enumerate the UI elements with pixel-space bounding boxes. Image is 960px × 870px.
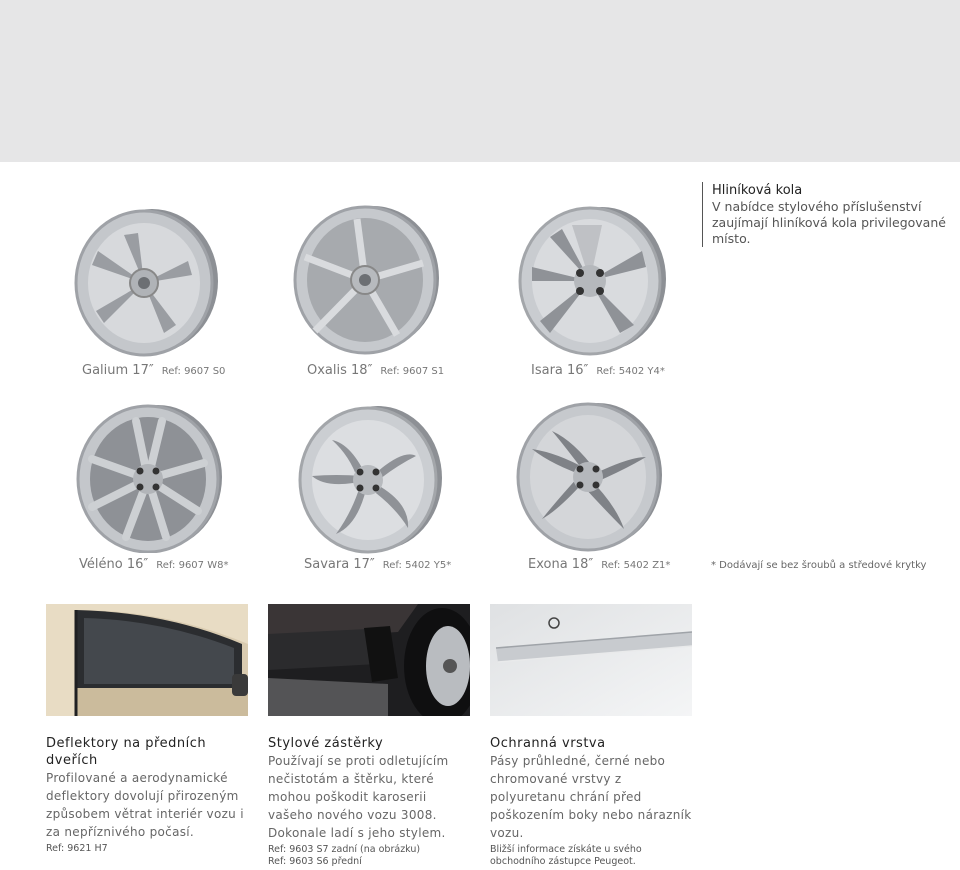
wheel-savara-image bbox=[292, 404, 452, 554]
intro-body: V nabídce stylového příslušenství zaujímají hliníková kola privilegované místo. bbox=[712, 199, 946, 246]
footnote: * Dodávají se bez šroubů a středové krytky bbox=[711, 560, 927, 571]
intro-title: Hliníková kola bbox=[712, 183, 803, 198]
wheel-caption-exona bbox=[528, 557, 670, 572]
wheel-isara-image bbox=[510, 205, 672, 357]
wheel-galium-image bbox=[64, 207, 224, 357]
accessory-title: Ochranná vrstva bbox=[490, 736, 606, 751]
wheel-caption-savara bbox=[304, 557, 451, 572]
wheel-ref: Ref: 5402 Y4* bbox=[596, 366, 665, 377]
wheel-caption-veleno bbox=[79, 557, 228, 572]
accessory-body: Profilované a aerodynamické deflektory dovolují přirozeným způsobem větrat interiér vozu i za nepříznivého počasí. bbox=[46, 771, 244, 839]
wheel-name: Galium 17″ bbox=[82, 363, 154, 378]
accessory-body: Používají se proti odletujícím nečistotám a štěrku, které mohou poškodit karoserii vašeho nového vozu 3008. Dokonale ladí s jeho stylem. bbox=[268, 754, 449, 840]
accessory-ref-2: Ref: 9603 S6 přední bbox=[268, 856, 362, 867]
mudflap-photo bbox=[268, 604, 470, 716]
accessory-ref: Bližší informace získáte u svého obchodního zástupce Peugeot. bbox=[490, 844, 642, 867]
accessory-mudflaps bbox=[268, 735, 473, 868]
wheel-veleno-image bbox=[70, 403, 230, 553]
accessory-body: Pásy průhledné, černé nebo chromované vrstvy z polyuretanu chrání před poškozením boky nebo nárazník vozu. bbox=[490, 754, 692, 840]
wheel-ref: Ref: 9607 W8* bbox=[156, 560, 229, 571]
wheel-ref: Ref: 9607 S0 bbox=[161, 366, 226, 377]
accessory-title: Deflektory na předních dveřích bbox=[46, 736, 207, 768]
wheel-exona-image bbox=[508, 401, 668, 553]
intro-block bbox=[702, 182, 952, 247]
wheel-ref: Ref: 5402 Y5* bbox=[382, 560, 452, 571]
wheel-name: Véléno 16″ bbox=[79, 557, 149, 572]
wheel-ref: Ref: 5402 Z1* bbox=[601, 560, 671, 571]
accessory-ref: Ref: 9621 H7 bbox=[46, 843, 108, 854]
accessory-title: Stylové zástěrky bbox=[268, 736, 384, 751]
accessory-deflectors bbox=[46, 735, 251, 855]
accessory-protective-film bbox=[490, 735, 695, 868]
wheel-ref: Ref: 9607 S1 bbox=[380, 366, 445, 377]
wheel-caption-isara bbox=[531, 363, 665, 378]
accessory-ref: Ref: 9603 S7 zadní (na obrázku) bbox=[268, 844, 421, 855]
wheel-name: Oxalis 18″ bbox=[307, 363, 373, 378]
wheel-name: Exona 18″ bbox=[528, 557, 594, 572]
door-deflector-photo bbox=[46, 604, 248, 716]
wheel-caption-oxalis bbox=[307, 363, 444, 378]
wheel-oxalis-image bbox=[285, 203, 445, 355]
wheel-caption-galium bbox=[82, 363, 225, 378]
top-banner bbox=[0, 0, 960, 162]
protective-film-photo bbox=[490, 604, 692, 716]
wheel-name: Savara 17″ bbox=[304, 557, 375, 572]
wheel-name: Isara 16″ bbox=[531, 363, 589, 378]
